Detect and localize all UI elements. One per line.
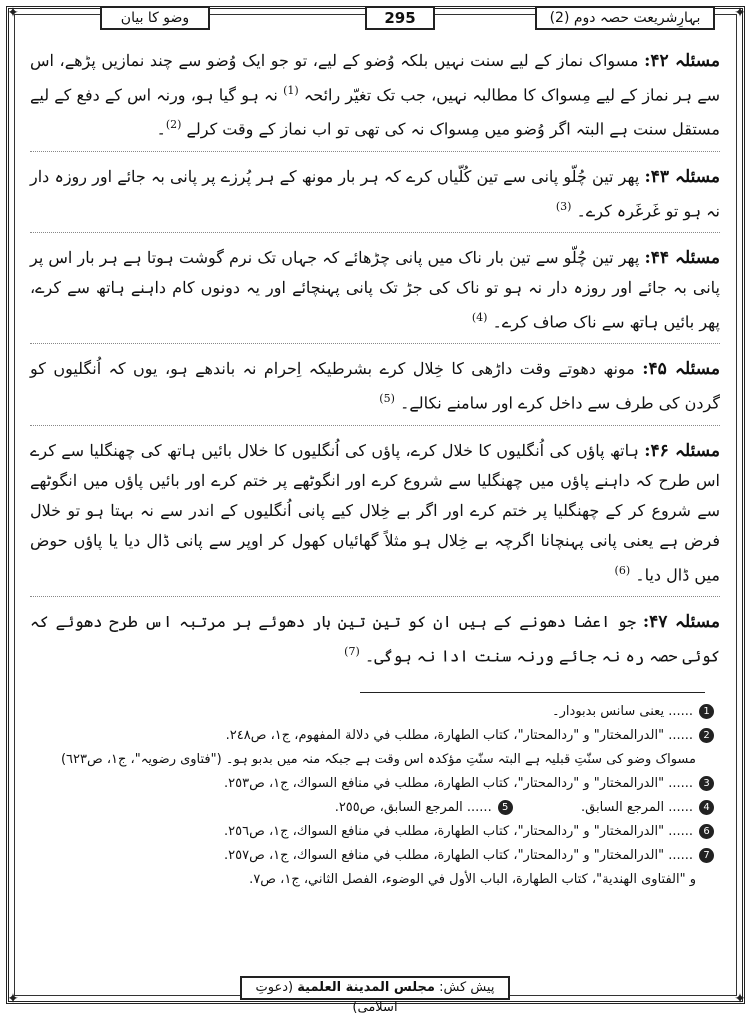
- publisher-footer: [240, 976, 510, 1015]
- page-header: [30, 4, 723, 34]
- masala-end: ۔: [156, 119, 166, 139]
- footnote-3: 3...... "الدرالمختار" و "ردالمحتار"، كتاب الطهارة، مطلب في منافع السواك، ج١، ص٢٥٣.: [30, 772, 720, 796]
- footnote-text: "الدرالمختار" و "ردالمحتار"، كتاب الطهارة، مطلب في دلالة المفهوم، ج١، ص٢٤٨.: [225, 728, 665, 743]
- masala-47: [30, 607, 720, 677]
- footnote-ref[interactable]: (6): [614, 563, 631, 577]
- footnote-ref[interactable]: (5): [379, 392, 395, 406]
- masala-label: مسئلہ ۴۶:: [644, 440, 720, 461]
- footnote-7: 7...... "الدرالمختار" و "ردالمحتار"، كتاب الطهارة، مطلب في منافع السواك، ج١، ص٢٥٧.: [30, 844, 720, 868]
- footnote-text: "الدرالمختار" و "ردالمحتار"، كتاب الطهارة، مطلب في منافع السواك، ج١، ص٢٥٧.: [224, 848, 665, 863]
- footnote-number: 4: [699, 800, 714, 815]
- footnote-ref[interactable]: (7): [344, 644, 360, 658]
- masala-text: ہاتھ پاؤں کی اُنگلیوں کا خلال کرے، پاؤں کی اُنگلیوں کا خلال بائیں ہاتھ کی چھنگلیا سے کرے اس طرح کہ داہنے پاؤں میں چھنگلیا سے شروع کرے اور انگوٹھے پر ختم کرے اور بائیں پاؤں میں انگوٹھے سے شروع کر کے چھنگلیا پر ختم کرے اور اگر بے خِلال کیے پانی اُنگلیوں کے اندر سے نہ بہتا ہو تو خلال فرض ہے یعنی پانی پہنچانا اگرچہ بے خِلال ہو مثلاً گھائیاں کھول کر اوپر سے پانی ڈال دیا یا پاؤں حوض میں ڈال دیا۔: [30, 440, 721, 584]
- chapter-title: وضو کا بیان: [100, 6, 210, 30]
- main-text: [30, 46, 720, 676]
- masala-45: [30, 354, 720, 425]
- page-number: 295: [365, 6, 435, 30]
- footnote-2: 2...... "الدرالمختار" و "ردالمحتار"، كتاب الطهارة، مطلب في دلالة المفهوم، ج١، ص٢٤٨.: [30, 724, 720, 748]
- footnote-text: "الدرالمختار" و "ردالمحتار"، كتاب الطهارة، مطلب في منافع السواك، ج١، ص٢٥٣.: [224, 776, 665, 791]
- corner-ornament-icon: ✦: [7, 991, 19, 1007]
- footnote-text: یعنی سانس بدبودار۔: [552, 704, 665, 719]
- footnote-4-5: 4...... المرجع السابق. 5...... المرجع السابق، ص٢٥٥.: [30, 796, 720, 820]
- footnote-number: 1: [699, 704, 714, 719]
- masala-text: پھر تین چُلّو سے تین بار ناک میں پانی چڑھائے کہ جہاں تک نرم گوشت ہوتا ہے ہر بار اس پر پانی بہ جائے اور روزہ دار نہ ہو تو ناک کی جڑ تک پانی پہنچائے اور یہ دونوں کام داہنے ہاتھ سے کرے، پھر بائیں ہاتھ سے ناک صاف کرے۔: [30, 247, 721, 332]
- footnote-text: مسواک وضو کی سنّتِ قبلیہ ہے البتہ سنّتِ مؤکدہ اس وقت ہے جبکہ منہ میں بدبو ہو۔ ("فتاوی رضویہ"، ج١، ص٦٢٣): [60, 752, 696, 767]
- footnote-number: 2: [699, 728, 714, 743]
- footnote-ref[interactable]: (3): [555, 199, 572, 213]
- footnote-6: 6...... "الدرالمختار" و "ردالمحتار"، كتاب الطهارة، مطلب في منافع السواك، ج١، ص٢٥٦.: [30, 820, 720, 844]
- footnote-separator: [360, 692, 705, 693]
- footnote-text: المرجع السابق، ص٢٥٥.: [334, 800, 463, 815]
- corner-ornament-icon: ✦: [734, 991, 746, 1007]
- masala-label: مسئلہ ۴۳:: [644, 166, 720, 187]
- footer-prefix: پیش کش:: [439, 980, 495, 995]
- masala-text: جو اعضا دھونے کے ہیں ان کو تین تین بار دھوئے ہر مرتبہ اس طرح دھوئے کہ کوئی حصہ رہ نہ جائے ورنہ سنت ادا نہ ہوگی۔: [30, 611, 720, 666]
- corner-ornament-icon: ✦: [7, 5, 19, 21]
- book-title: بہارِشریعت حصہ دوم (2): [535, 6, 715, 30]
- footnote-number: 7: [699, 848, 714, 863]
- footnotes: [30, 700, 720, 892]
- masala-label: مسئلہ ۴۲:: [644, 51, 721, 71]
- masala-label: مسئلہ ۴۵:: [642, 359, 720, 380]
- footnote-number: 5: [498, 800, 513, 815]
- masala-44: [30, 243, 720, 344]
- footnote-ref[interactable]: (2): [165, 118, 182, 132]
- masala-label: مسئلہ ۴۴:: [644, 247, 720, 268]
- masala-label: مسئلہ ۴۷:: [642, 611, 721, 632]
- footnote-ref[interactable]: (4): [471, 310, 488, 324]
- masala-46: [30, 436, 720, 597]
- footnote-7-note: [30, 868, 720, 892]
- masala-43: [30, 162, 720, 233]
- footnote-1: 1...... یعنی سانس بدبودار۔: [30, 700, 720, 724]
- publisher-name: مجلس المدينة العلمية: [297, 980, 435, 995]
- masala-42: [30, 46, 720, 152]
- corner-ornament-icon: ✦: [734, 5, 746, 21]
- masala-text: مونھ دھوتے وقت داڑھی کا خِلال کرے بشرطیکہ اِحرام نہ باندھے ہو، یوں کہ اُنگلیوں کو گردن کی طرف سے داخل کرے اور سامنے نکالے۔: [30, 359, 720, 413]
- footnote-text: المرجع السابق.: [580, 800, 665, 815]
- footer-suffix: (دعوتِ اسلامی): [255, 980, 398, 1015]
- masala-text: مسواک نماز کے لیے سنت نہیں بلکہ وُضو کے لیے، تو جو ایک وُضو سے چند نمازیں پڑھے، اس سے ہر نماز کے لیے مِسواک کا مطالبہ نہیں، جب تک تغیّر رائحہ: [30, 51, 720, 105]
- footnote-number: 6: [699, 824, 714, 839]
- footnote-ref[interactable]: (1): [283, 84, 299, 97]
- footnote-number: 3: [699, 776, 714, 791]
- masala-text: نہ ہو گیا ہو، ورنہ اس کے دفع کے لیے مستقل سنت ہے البتہ اگر وُضو میں مِسواک نہ کی تھی تو اب نماز کے وقت کرلے: [30, 85, 720, 139]
- footnote-text: و "الفتاوى الهندية"، كتاب الطهارة، الباب الأول في الوضوء، الفصل الثاني، ج١، ص٧.: [249, 872, 696, 887]
- footnote-text: "الدرالمختار" و "ردالمحتار"، كتاب الطهارة، مطلب في منافع السواك، ج١، ص٢٥٦.: [224, 824, 665, 839]
- footnote-2-note: [30, 748, 720, 772]
- masala-text: پھر تین چُلّو پانی سے تین کُلّیاں کرے کہ ہر بار مونھ کے ہر پُرزے پر پانی بہ جائے اور روزہ دار نہ ہو تو غَرغَرہ کرے۔: [30, 166, 720, 220]
